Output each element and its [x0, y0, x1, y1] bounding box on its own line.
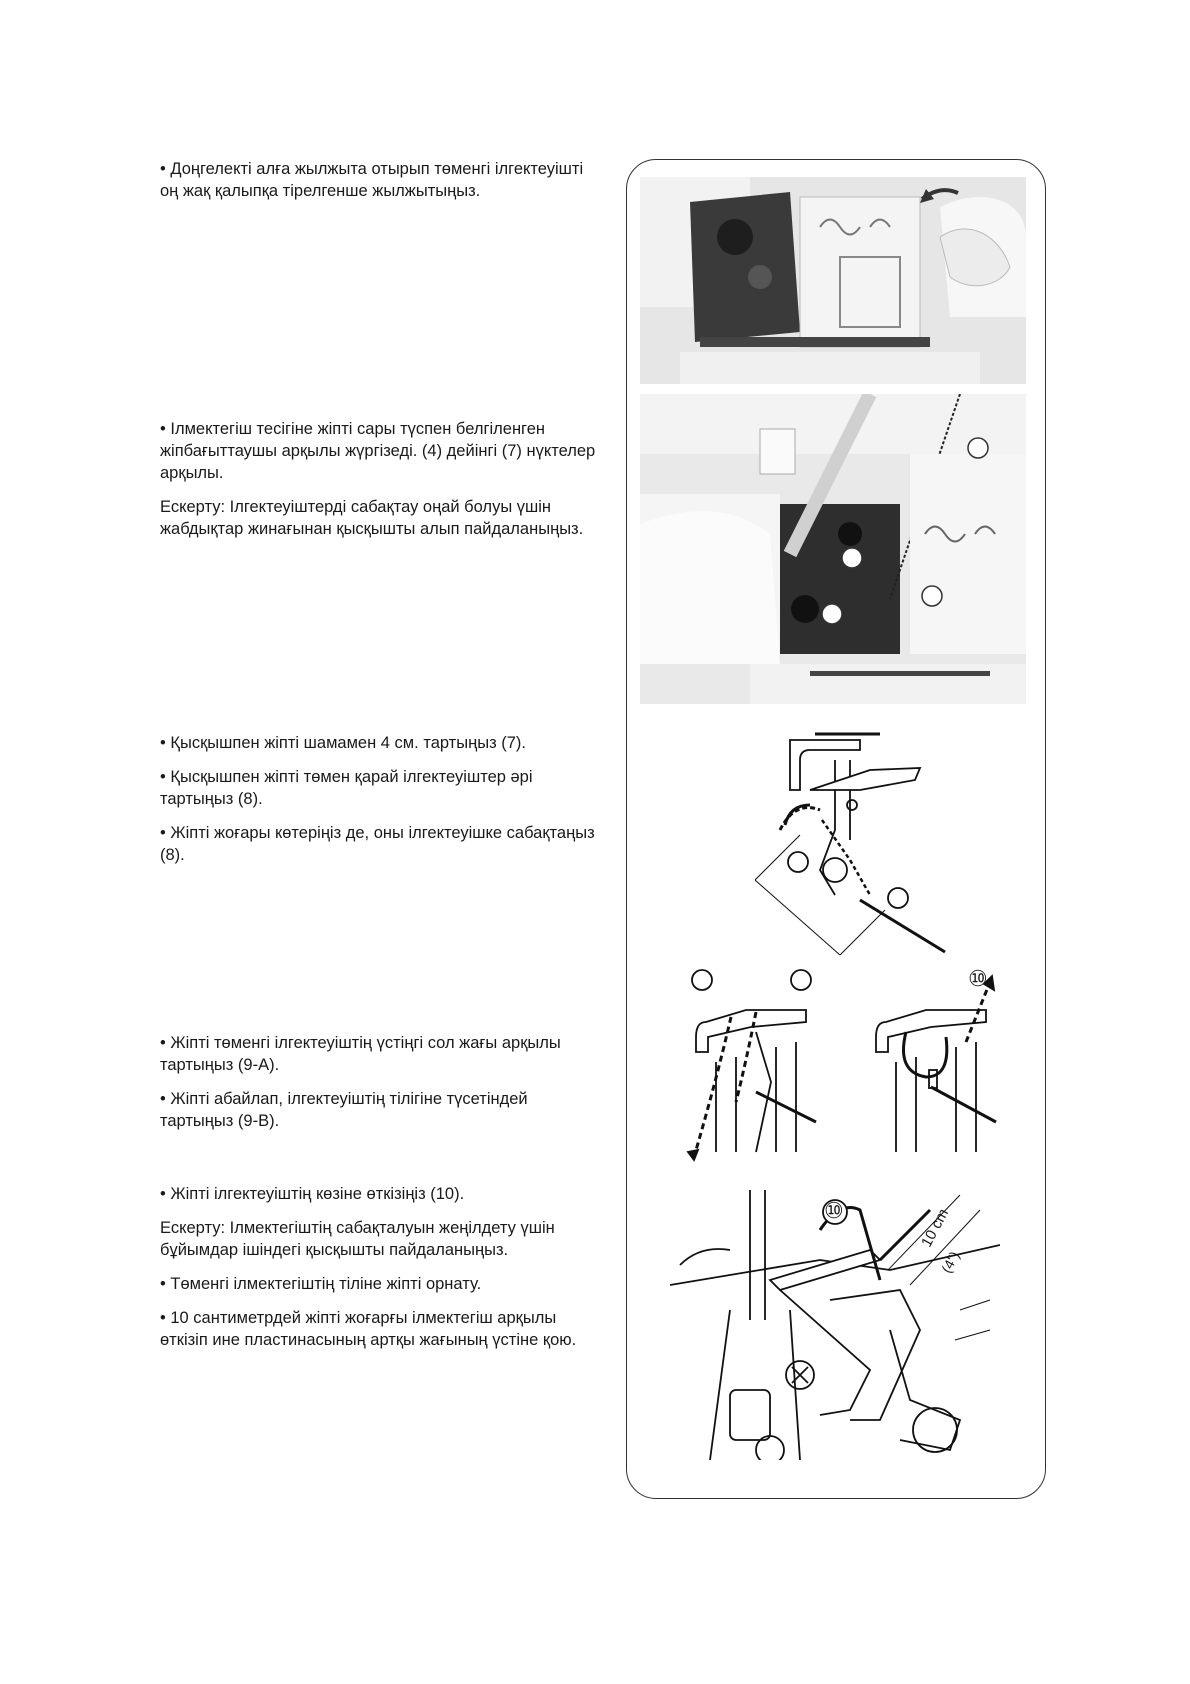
measure-cm-label: 10 cm	[918, 1205, 953, 1250]
instruction-block-2	[160, 418, 600, 552]
looper-ab-diagram	[676, 962, 1016, 1162]
note-text: Ескерту: Ілмектегіштің сабақталуын жеңілдету үшін бұйымдар ішіндегі қысқышты пайдаланыңыз.	[160, 1219, 555, 1259]
instruction-text: • Жіпті жоғары көтеріңіз де, оны ілгектеуішке сабақтаңыз (8).	[160, 824, 595, 864]
instruction-block-5	[160, 1183, 600, 1363]
instruction-text: • Доңгелекті алға жылжыта отырып төменгі ілгектеуішті оң жақ қалыпқа тірелгенше жылжытыңыз.	[160, 160, 584, 200]
instruction-block-4	[160, 1032, 600, 1144]
instruction-block-3	[160, 732, 600, 878]
note-text: Ескерту: Ілгектеуіштерді сабақтау оңай болуы үшін жабдықтар жинағынан қысқышты алып пайдаланыңыз.	[160, 498, 584, 538]
instruction-text: • Қысқышпен жіпті шамамен 4 см. тартыңыз (7).	[160, 734, 526, 752]
instruction-block-1	[160, 158, 600, 214]
instruction-text: • Төменгі ілмектегіштің тіліне жіпті орнату.	[160, 1275, 482, 1293]
instruction-text: • Ілмектегіш тесігіне жіпті сары түспен белгіленген жіпбағыттаушы арқылы жүргізеді. (4) дейінгі (7) нүктелер арқылы.	[160, 420, 596, 482]
step-10-label: ⑩	[968, 966, 988, 991]
instruction-text: • Жіпті абайлап, ілгектеуіштің тілігіне түсетіндей тартыңыз (9-B).	[160, 1090, 528, 1130]
measure-in-label: (4")	[938, 1248, 963, 1276]
step-circle-marker	[968, 438, 988, 458]
step-circle-marker	[922, 586, 942, 606]
upper-looper-diagram	[670, 1190, 1000, 1460]
step-circle-marker	[842, 548, 862, 568]
handwheel-photo	[640, 177, 1026, 384]
tweezers-thread-diagram	[740, 730, 960, 960]
instruction-text: • Қысқышпен жіпті төмен қарай ілгектеуіштер әрі тартыңыз (8).	[160, 768, 533, 808]
threading-path-photo	[640, 394, 1026, 704]
instruction-text: • 10 сантиметрдей жіпті жоғарғы ілмектегіш арқылы өткізіп ине пластинасының артқы жағының үстіне қою.	[160, 1309, 577, 1349]
instruction-text: • Жіпті ілгектеуіштің көзіне өткізіңіз (10).	[160, 1185, 465, 1203]
step-circle-marker	[822, 604, 842, 624]
step-10-label: ⑩	[824, 1198, 844, 1223]
instruction-text: • Жіпті төменгі ілгектеуіштің үстіңгі сол жағы арқылы тартыңыз (9-A).	[160, 1034, 561, 1074]
